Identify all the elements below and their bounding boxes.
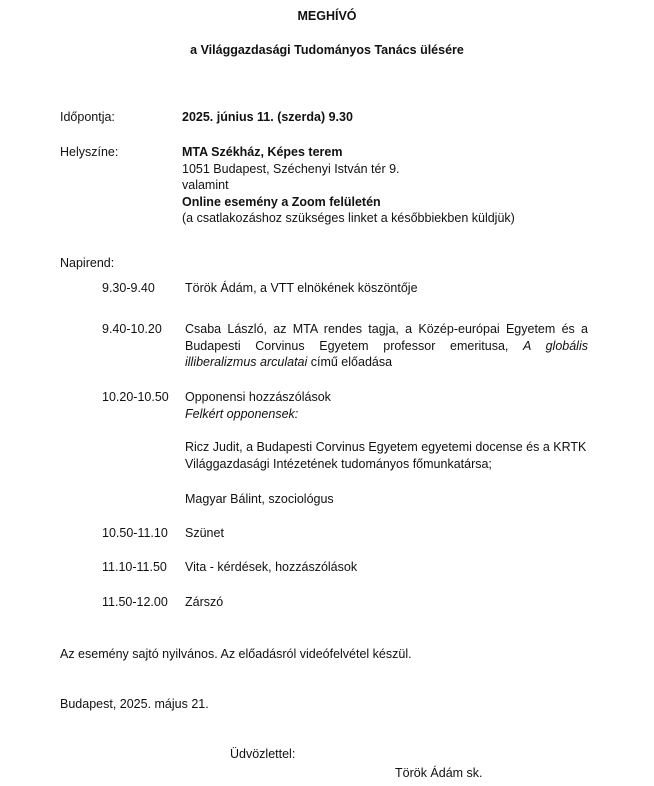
agenda-item-lecture: [185, 321, 588, 371]
venue-name: MTA Székház, Képes terem: [182, 145, 343, 159]
agenda-item-text: Opponensi hozzászólások: [185, 390, 331, 404]
press-note: Az esemény sajtó nyilvános. Az előadásról videófelvétel készül.: [60, 647, 412, 661]
agenda-item-time: 11.10-11.50: [102, 560, 167, 574]
venue-label: Helyszíne:: [60, 145, 119, 159]
agenda-item-time: 10.20-10.50: [102, 390, 169, 404]
lecture-title: A globális illiberalizmus arculatai: [185, 338, 588, 369]
agenda-label: Napirend:: [60, 256, 115, 270]
document-title: MEGHÍVÓ: [297, 9, 357, 23]
document-subtitle: a Világgazdasági Tudományos Tanács ülésére: [190, 43, 464, 57]
place-and-date: Budapest, 2025. május 21.: [60, 697, 209, 711]
agenda-item-text: Vita - kérdések, hozzászólások: [185, 560, 358, 574]
agenda-item-text: Zárszó: [185, 595, 224, 609]
date-value: 2025. június 11. (szerda) 9.30: [182, 110, 353, 124]
agenda-item-time: 9.30-9.40: [102, 281, 155, 295]
agenda-item-time: 9.40-10.20: [102, 322, 162, 336]
agenda-item-text: Török Ádám, a VTT elnökének köszöntője: [185, 281, 418, 295]
venue-note: (a csatlakozáshoz szükséges linket a későbbiekben küldjük): [182, 211, 515, 225]
lecture-presenter-text: Csaba László, az MTA rendes tagja, a Közép-európai Egyetem és a Budapesti Corvinus Egyetem professor emeritusa,: [185, 322, 588, 353]
venue-online: Online esemény a Zoom felületén: [182, 194, 381, 209]
venue-address: 1051 Budapest, Széchenyi István tér 9.: [182, 161, 400, 176]
opponent-entry: Ricz Judit, a Budapesti Corvinus Egyetem egyetemi docense és a KRTK Világgazdasági Intézetének tudományos főmunkatársa;: [185, 440, 587, 471]
opponent-entry: Magyar Bálint, szociológus: [185, 492, 334, 506]
opponents-heading: Felkért opponensek:: [185, 406, 299, 421]
venue-connector: valamint: [182, 178, 229, 192]
greeting: Üdvözlettel:: [230, 747, 296, 761]
agenda-item-time: 10.50-11.10: [102, 526, 168, 540]
signature: Török Ádám sk.: [395, 766, 483, 780]
lecture-suffix: című előadása: [310, 355, 393, 369]
agenda-item-time: 11.50-12.00: [102, 595, 168, 609]
date-label: Időpontja:: [60, 110, 115, 124]
agenda-item-text: Szünet: [185, 526, 224, 540]
